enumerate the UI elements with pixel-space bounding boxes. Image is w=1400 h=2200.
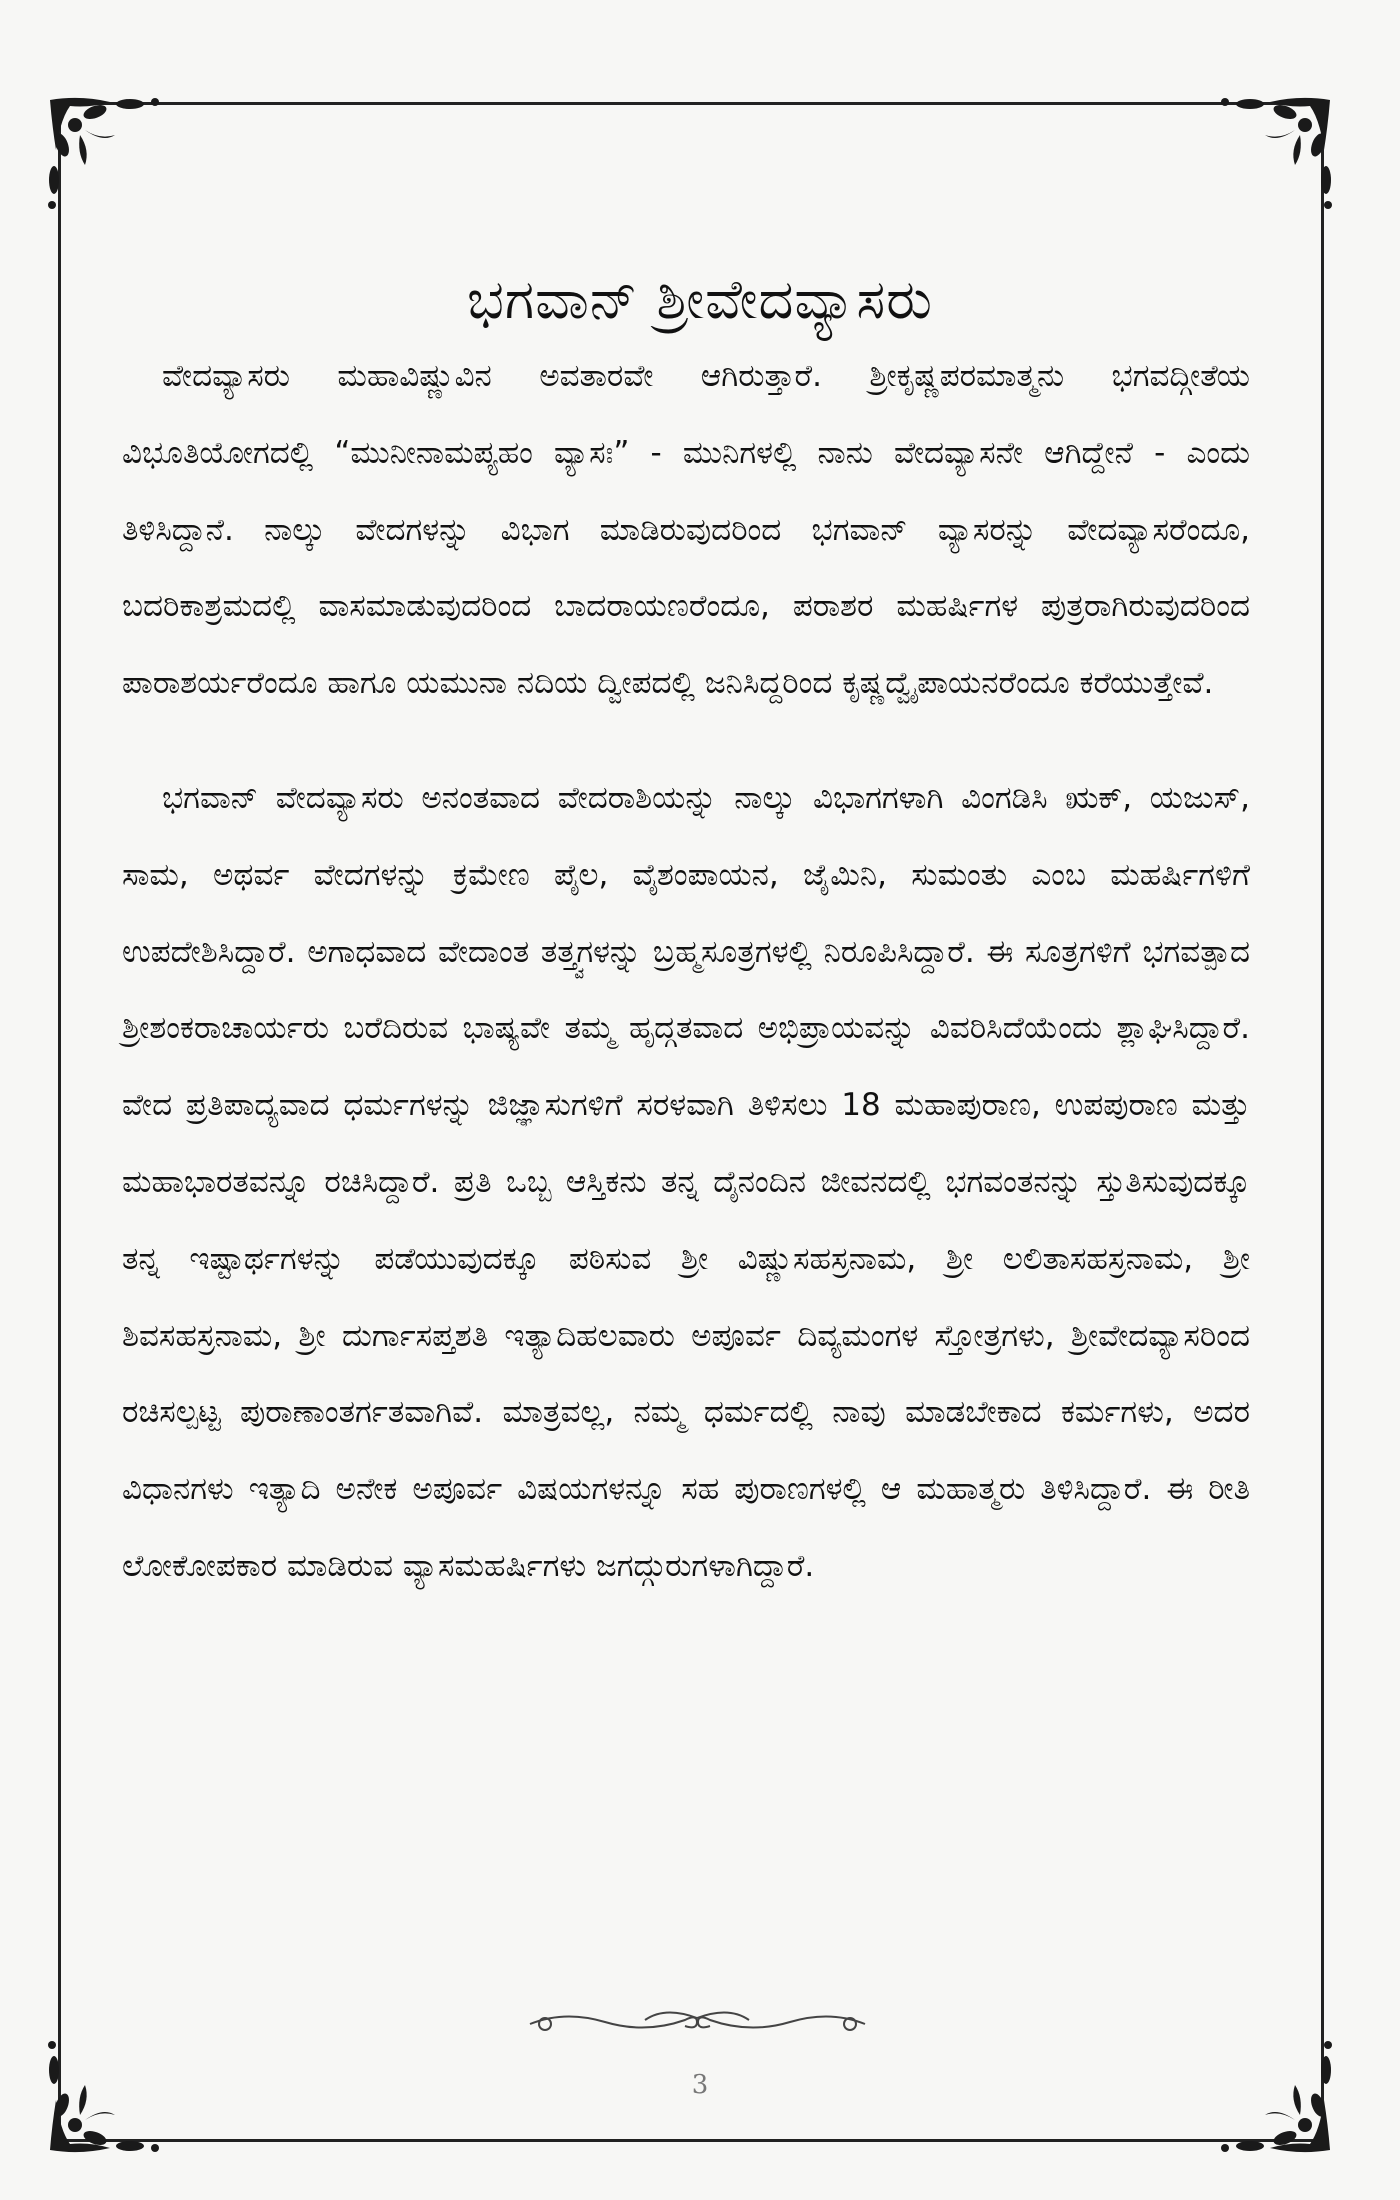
paragraph-1: ವೇದವ್ಯಾಸರು ಮಹಾವಿಷ್ಣುವಿನ ಅವತಾರವೇ ಆಗಿರುತ್ತಾರೆ. ಶ್ರೀಕೃಷ್ಣಪರಮಾತ್ಮನು ಭಗವದ್ಗೀತೆಯ ವಿಭೂತಿಯೋಗದಲ್ಲಿ “ಮುನೀನಾಮಪ್ಯಹಂ ವ್ಯಾಸಃ” - ಮುನಿಗಳಲ್ಲಿ ನಾನು ವೇದವ್ಯಾಸನೇ ಆಗಿದ್ದೇನೆ - ಎಂದು ತಿಳಿಸಿದ್ದಾನೆ. ನಾಲ್ಕು ವೇದಗಳನ್ನು ವಿಭಾಗ ಮಾಡಿರುವುದರಿಂದ ಭಗವಾನ್ ವ್ಯಾಸರನ್ನು ವೇದವ್ಯಾಸರೆಂದೂ, ಬದರಿಕಾಶ್ರಮದಲ್ಲಿ ವಾಸಮಾಡುವುದರಿಂದ ಬಾದರಾಯಣರೆಂದೂ, ಪರಾಶರ ಮಹರ್ಷಿಗಳ ಪುತ್ರರಾಗಿರುವುದರಿಂದ ಪಾರಾಶರ್ಯರೆಂದೂ ಹಾಗೂ ಯಮುನಾ ನದಿಯ ದ್ವೀಪದಲ್ಲಿ ಜನಿಸಿದ್ದರಿಂದ ಕೃಷ್ಣದ್ವೈಪಾಯನರೆಂದೂ ಕರೆಯುತ್ತೇವೆ.: [122, 358, 1250, 702]
floral-corner-icon: [40, 90, 190, 240]
paragraph-2: ಭಗವಾನ್ ವೇದವ್ಯಾಸರು ಅನಂತವಾದ ವೇದರಾಶಿಯನ್ನು ನಾಲ್ಕು ವಿಭಾಗಗಳಾಗಿ ವಿಂಗಡಿಸಿ ಋಕ್, ಯಜುಸ್, ಸಾಮ, ಅಥರ್ವ ವೇದಗಳನ್ನು ಕ್ರಮೇಣ ಪೈಲ, ವೈಶಂಪಾಯನ, ಜೈಮಿನಿ, ಸುಮಂತು ಎಂಬ ಮಹರ್ಷಿಗಳಿಗೆ ಉಪದೇಶಿಸಿದ್ದಾರೆ. ಅಗಾಧವಾದ ವೇದಾಂತ ತತ್ತ್ವಗಳನ್ನು ಬ್ರಹ್ಮಸೂತ್ರಗಳಲ್ಲಿ ನಿರೂಪಿಸಿದ್ದಾರೆ. ಈ ಸೂತ್ರಗಳಿಗೆ ಭಗವತ್ಪಾದ ಶ್ರೀಶಂಕರಾಚಾರ್ಯರು ಬರೆದಿರುವ ಭಾಷ್ಯವೇ ತಮ್ಮ ಹೃದ್ಗತವಾದ ಅಭಿಪ್ರಾಯವನ್ನು ವಿವರಿಸಿದೆಯೆಂದು ಶ್ಲಾಘಿಸಿದ್ದಾರೆ. ವೇದ ಪ್ರತಿಪಾದ್ಯವಾದ ಧರ್ಮಗಳನ್ನು ಜಿಜ್ಞಾಸುಗಳಿಗೆ ಸರಳವಾಗಿ ತಿಳಿಸಲು 18 ಮಹಾಪುರಾಣ, ಉಪಪುರಾಣ ಮತ್ತು ಮಹಾಭಾರತವನ್ನೂ ರಚಿಸಿದ್ದಾರೆ. ಪ್ರತಿ ಒಬ್ಬ ಆಸ್ತಿಕನು ತನ್ನ ದೈನಂದಿನ ಜೀವನದಲ್ಲಿ ಭಗವಂತನನ್ನು ಸ್ತುತಿಸುವುದಕ್ಕೂ ತನ್ನ ಇಷ್ಟಾರ್ಥಗಳನ್ನು ಪಡೆಯುವುದಕ್ಕೂ ಪಠಿಸುವ ಶ್ರೀ ವಿಷ್ಣುಸಹಸ್ರನಾಮ, ಶ್ರೀ ಲಲಿತಾಸಹಸ್ರನಾಮ, ಶ್ರೀ ಶಿವಸಹಸ್ರನಾಮ, ಶ್ರೀ ದುರ್ಗಾಸಪ್ತಶತಿ ಇತ್ಯಾದಿಹಲವಾರು ಅಪೂರ್ವ ದಿವ್ಯಮಂಗಳ ಸ್ತೋತ್ರಗಳು, ಶ್ರೀವೇದವ್ಯಾಸರಿಂದ ರಚಿಸಲ್ಪಟ್ಟ ಪುರಾಣಾಂತರ್ಗತವಾಗಿವೆ. ಮಾತ್ರವಲ್ಲ, ನಮ್ಮ ಧರ್ಮದಲ್ಲಿ ನಾವು ಮಾಡಬೇಕಾದ ಕರ್ಮಗಳು, ಅದರ ವಿಧಾನಗಳು ಇತ್ಯಾದಿ ಅನೇಕ ಅಪೂರ್ವ ವಿಷಯಗಳನ್ನೂ ಸಹ ಪುರಾಣಗಳಲ್ಲಿ ಆ ಮಹಾತ್ಮರು ತಿಳಿಸಿದ್ದಾರೆ. ಈ ರೀತಿ ಲೋಕೋಪಕಾರ ಮಾಡಿರುವ ವ್ಯಾಸಮಹರ್ಷಿಗಳು ಜಗದ್ಗುರುಗಳಾಗಿದ್ದಾರೆ.: [122, 779, 1250, 1584]
body-text: [122, 338, 1250, 1605]
page-title: ಭಗವಾನ್ ಶ್ರೀವೇದವ್ಯಾಸರು: [467, 268, 933, 332]
page-number: 3: [691, 2070, 709, 2100]
scroll-ornament-icon: [525, 2002, 870, 2042]
floral-corner-icon: [1190, 90, 1340, 240]
